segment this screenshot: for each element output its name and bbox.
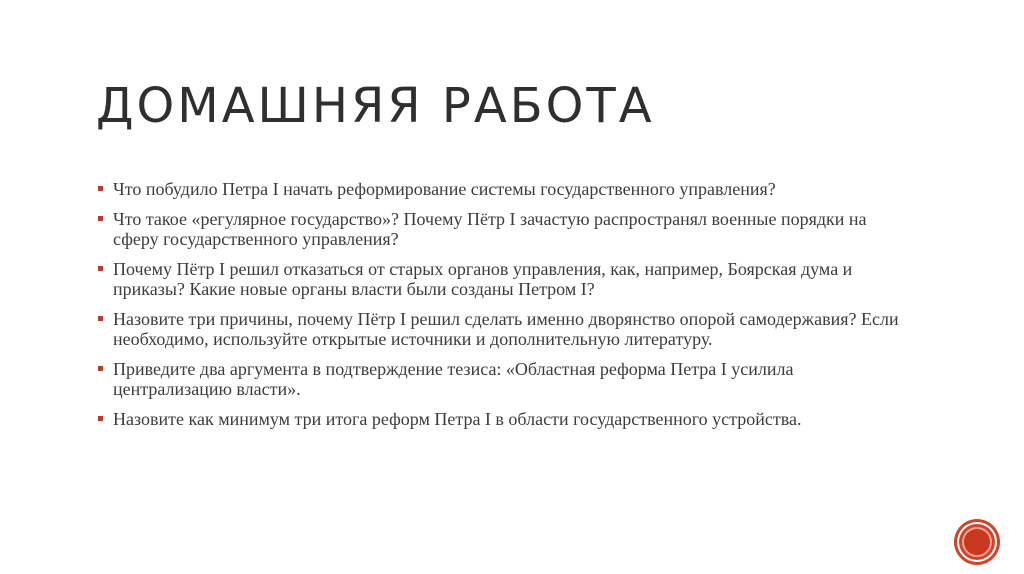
square-bullet-icon <box>98 186 103 191</box>
square-bullet-icon <box>98 266 103 271</box>
bullet-text: Что побудило Петра I начать реформирование системы государственного управления? <box>113 179 776 199</box>
bullet-item <box>96 209 916 249</box>
bullet-text: Назовите три причины, почему Пётр I решил сделать именно дворянство опорой самодержавия? Если необходимо, используйте открытые источники и дополнительную литературу. <box>113 309 899 349</box>
bullet-item <box>96 359 916 399</box>
bullet-text: Назовите как минимум три итога реформ Петра I в области государственного устройства. <box>113 409 802 429</box>
square-bullet-icon <box>98 216 103 221</box>
nav-button-ring <box>962 527 992 557</box>
bullet-text: Приведите два аргумента в подтверждение тезиса: «Областная реформа Петра I усилила централизацию власти». <box>113 359 794 399</box>
bullet-text: Что такое «регулярное государство»? Почему Пётр I зачастую распространял военные порядки на сферу государственного управления? <box>113 209 867 249</box>
bullet-item <box>96 309 916 349</box>
slide-title: ДОМАШНЯЯ РАБОТА <box>96 78 655 134</box>
square-bullet-icon <box>98 366 103 371</box>
circle-nav-button-icon[interactable] <box>957 522 997 562</box>
bullet-item <box>96 179 916 199</box>
square-bullet-icon <box>98 416 103 421</box>
bullet-text: Почему Пётр I решил отказаться от старых органов управления, как, например, Боярская дума и приказы? Какие новые органы власти были созданы Петром I? <box>113 259 853 299</box>
bullet-item <box>96 409 916 429</box>
bullet-list <box>96 179 916 439</box>
square-bullet-icon <box>98 316 103 321</box>
bullet-item <box>96 259 916 299</box>
